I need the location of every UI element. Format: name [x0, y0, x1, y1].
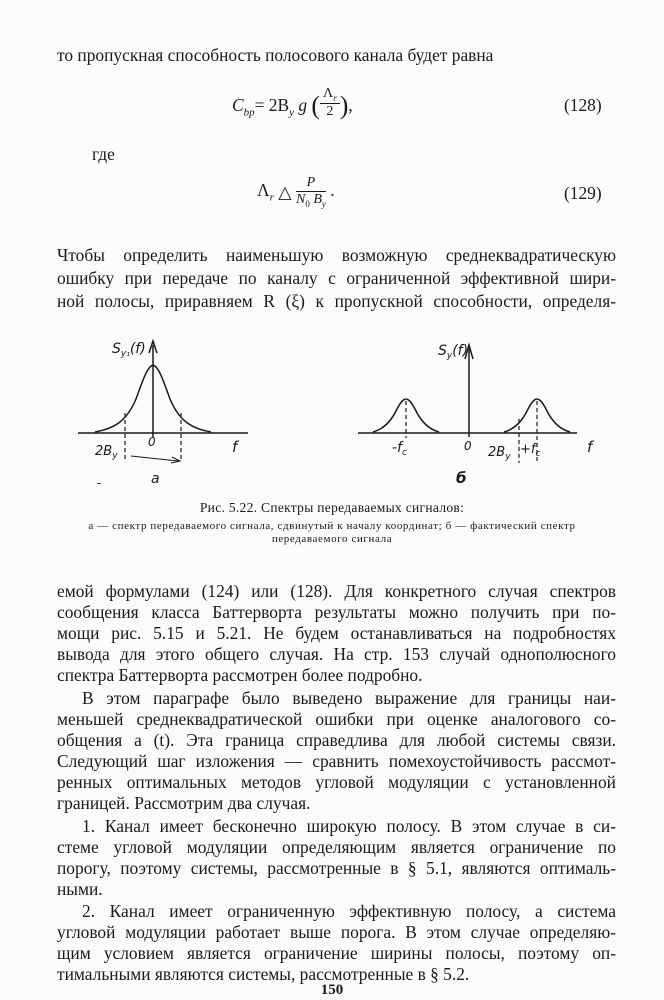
- equation-128: $C_{bp}= 2B_y$ g ( $\frac{\Lambda_r}{2}$ ),: [232, 86, 353, 120]
- left-bw-arrow: [131, 456, 178, 461]
- intro-line: то пропускная способность полосового канала будет равна: [57, 45, 494, 65]
- para2-line-3: мощи рис. 5.15 и 5.21. Не будем останавливаться на подробностях: [57, 623, 616, 643]
- equation-129: $\Lambda_r$ △ $\frac{P}{N_0 B_y}$ .: [257, 175, 335, 209]
- para1-line-1: Чтобы определить наименьшую возможную среднеквадратическую: [57, 245, 616, 265]
- para3-line-6: границей. Рассмотрим два случая.: [57, 793, 311, 813]
- para4-line-3: порогу, поэтому системы, рассмотренные в § 5.1, являются оптималь-: [57, 858, 616, 878]
- para1-line-2: ошибку при передаче по каналу с ограниченной эффективной шири-: [57, 268, 616, 288]
- para3-line-4: Следующий шаг изложения — сравнить помехоустойчивость рассмот-: [57, 751, 616, 771]
- para2-line-2: сообщения класса Баттерворта результаты можно получить при по-: [57, 602, 616, 622]
- left-panel-label: a: [151, 471, 160, 487]
- page-number: 150: [320, 982, 344, 998]
- equation-128-number: (128): [564, 95, 602, 115]
- para4-line-1: 1. Канал имеет бесконечно широкую полосу. В этом случае в си-: [82, 816, 616, 836]
- figure-spectra: [0, 325, 664, 500]
- right-panel-label: б: [456, 469, 467, 487]
- right-pos-fc-label: $+f_c$: [520, 442, 541, 459]
- left-dash-mark: -: [97, 476, 102, 490]
- figure-caption-line-2: передаваемого сигнала: [271, 533, 393, 545]
- right-ylabel: $S_y(f)$: [438, 343, 469, 361]
- para5-line-2: угловой модуляции работает выше порога. В этом случае определяю-: [57, 922, 616, 942]
- para4-line-4: ными.: [57, 879, 103, 899]
- right-origin: 0: [464, 439, 472, 453]
- para1-line-3: ной полосы, приравняем R (ξ) к пропускной способности, определя-: [57, 291, 616, 311]
- left-bw-label: $2B_y$: [95, 444, 118, 461]
- para3-line-3: общения a (t). Эта граница справедлива для любой системы связи.: [57, 730, 616, 750]
- para3-line-1: В этом параграфе было выведено выражение для границы наи-: [82, 688, 616, 708]
- left-ylabel: $S_{y_1}(f)$: [112, 341, 146, 359]
- para2-line-4: вывода для этого общего случая. На стр. 153 случай однополюсного: [57, 644, 616, 664]
- equation-129-number: (129): [564, 183, 602, 203]
- where-label: где: [92, 144, 115, 164]
- left-x-label: f: [232, 438, 238, 456]
- para5-line-3: щим условием является ограничение ширины полосы, поэтому оп-: [57, 943, 616, 963]
- para3-line-2: меньшей среднеквадратической ошибки при оценке аналогового со-: [57, 709, 616, 729]
- figure-caption-line-1: a — спектр передаваемого сигнала, сдвинутый к началу координат; б — фактический спектр: [88, 520, 576, 532]
- left-origin: 0: [148, 435, 156, 449]
- para2-line-1: емой формулами (124) или (128). Для конкретного случая спектров: [57, 581, 616, 601]
- para2-line-5: спектра Баттерворта рассмотрен более подробно.: [57, 665, 423, 685]
- right-bw-label: $2B_y$: [488, 445, 511, 462]
- right-neg-fc-label: $-f_c$: [392, 440, 407, 458]
- figure-caption-title: Рис. 5.22. Спектры передаваемых сигналов:: [199, 500, 465, 515]
- para4-line-2: стеме угловой модуляции определяющим является ограничение по: [57, 837, 616, 857]
- para3-line-5: ренных оптимальных методов угловой модуляции с установленной: [57, 772, 616, 792]
- para5-line-1: 2. Канал имеет ограниченную эффективную полосу, а система: [82, 901, 616, 921]
- para5-line-4: тимальными являются системы, рассмотренные в § 5.2.: [57, 964, 470, 984]
- right-x-label: f: [587, 438, 593, 456]
